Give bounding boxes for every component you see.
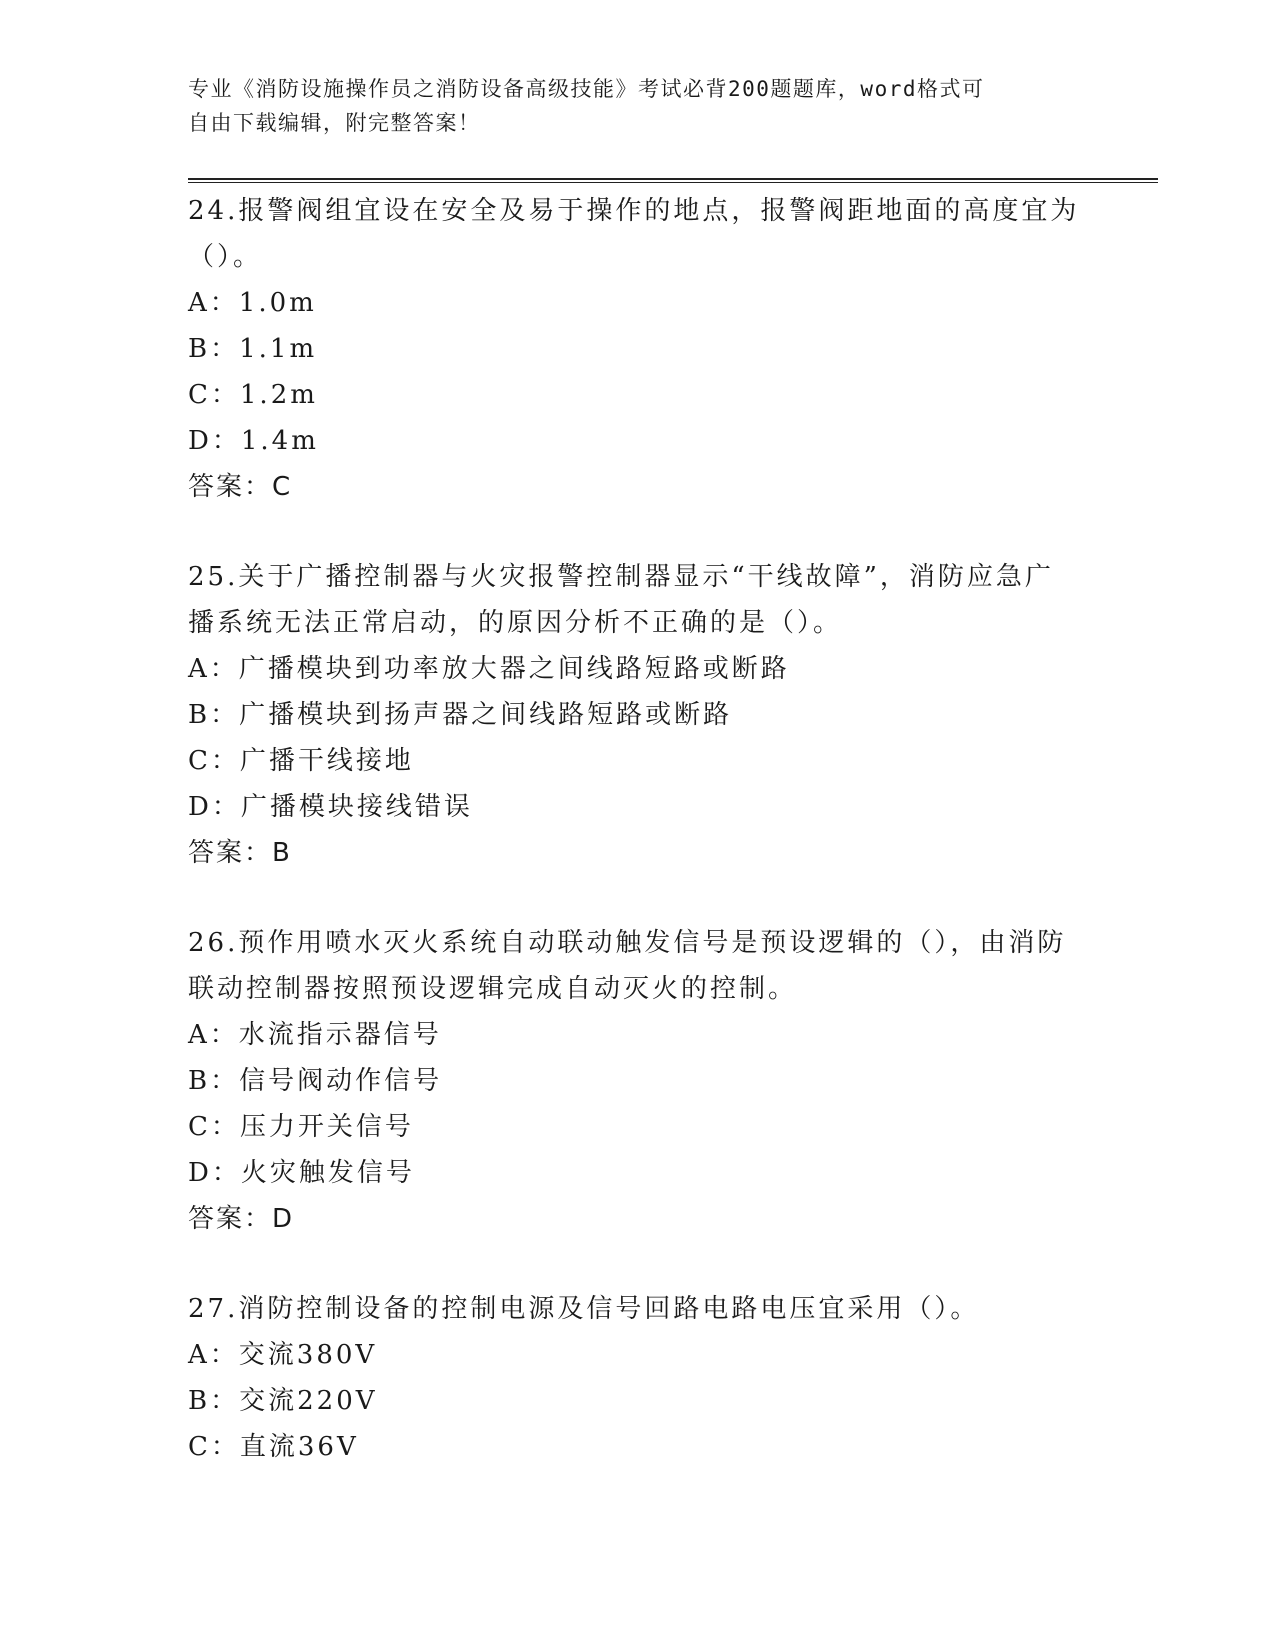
option-c: C：压力开关信号 — [188, 1112, 414, 1142]
stem-line: 25.关于广播控制器与火灾报警控制器显示“干线故障”，消防应急广 — [188, 562, 1054, 592]
option-b: B：信号阀动作信号 — [188, 1066, 443, 1096]
answer-label: 答案：B — [188, 838, 292, 868]
option-b: B：1.1m — [188, 334, 318, 364]
option-a: A：水流指示器信号 — [188, 1020, 442, 1050]
question-stem — [188, 920, 1088, 1012]
stem-line: 联动控制器按照预设逻辑完成自动灭火的控制。 — [188, 974, 798, 1004]
stem-line: 播系统无法正常启动，的原因分析不正确的是（）。 — [188, 608, 843, 638]
option-b: B：广播模块到扬声器之间线路短路或断路 — [188, 700, 733, 730]
document-header — [188, 72, 1088, 140]
option-d: D：火灾触发信号 — [188, 1158, 415, 1188]
question-gap — [188, 1242, 1088, 1286]
stem-line: （）。 — [188, 242, 263, 272]
answer-label: 答案：D — [188, 1204, 295, 1234]
header-divider — [188, 178, 1158, 183]
question-stem — [188, 554, 1088, 646]
option-c: C：直流36V — [188, 1432, 359, 1462]
option-c: C：1.2m — [188, 380, 318, 410]
header-line-1: 专业《消防设施操作员之消防设备高级技能》考试必背200题题库，word格式可 — [188, 77, 985, 101]
stem-line: 26.预作用喷水灭火系统自动联动触发信号是预设逻辑的（），由消防 — [188, 928, 1067, 958]
question-25 — [188, 554, 1088, 876]
answer-label: 答案：C — [188, 472, 293, 502]
option-a: A：广播模块到功率放大器之间线路短路或断路 — [188, 654, 790, 684]
question-gap — [188, 510, 1088, 554]
option-d: D：广播模块接线错误 — [188, 792, 473, 822]
option-c: C：广播干线接地 — [188, 746, 414, 776]
option-b: B：交流220V — [188, 1386, 378, 1416]
question-26 — [188, 920, 1088, 1242]
question-stem — [188, 188, 1088, 280]
stem-line: 24.报警阀组宜设在安全及易于操作的地点，报警阀距地面的高度宜为 — [188, 196, 1080, 226]
question-27 — [188, 1286, 1088, 1470]
question-list — [188, 188, 1088, 1470]
option-d: D：1.4m — [188, 426, 319, 456]
stem-line: 27.消防控制设备的控制电源及信号回路电路电压宜采用（）。 — [188, 1294, 980, 1324]
header-line-2: 自由下载编辑，附完整答案！ — [188, 111, 481, 135]
question-stem — [188, 1286, 1088, 1332]
question-24 — [188, 188, 1088, 510]
question-gap — [188, 876, 1088, 920]
option-a: A：交流380V — [188, 1340, 378, 1370]
option-a: A：1.0m — [188, 288, 317, 318]
